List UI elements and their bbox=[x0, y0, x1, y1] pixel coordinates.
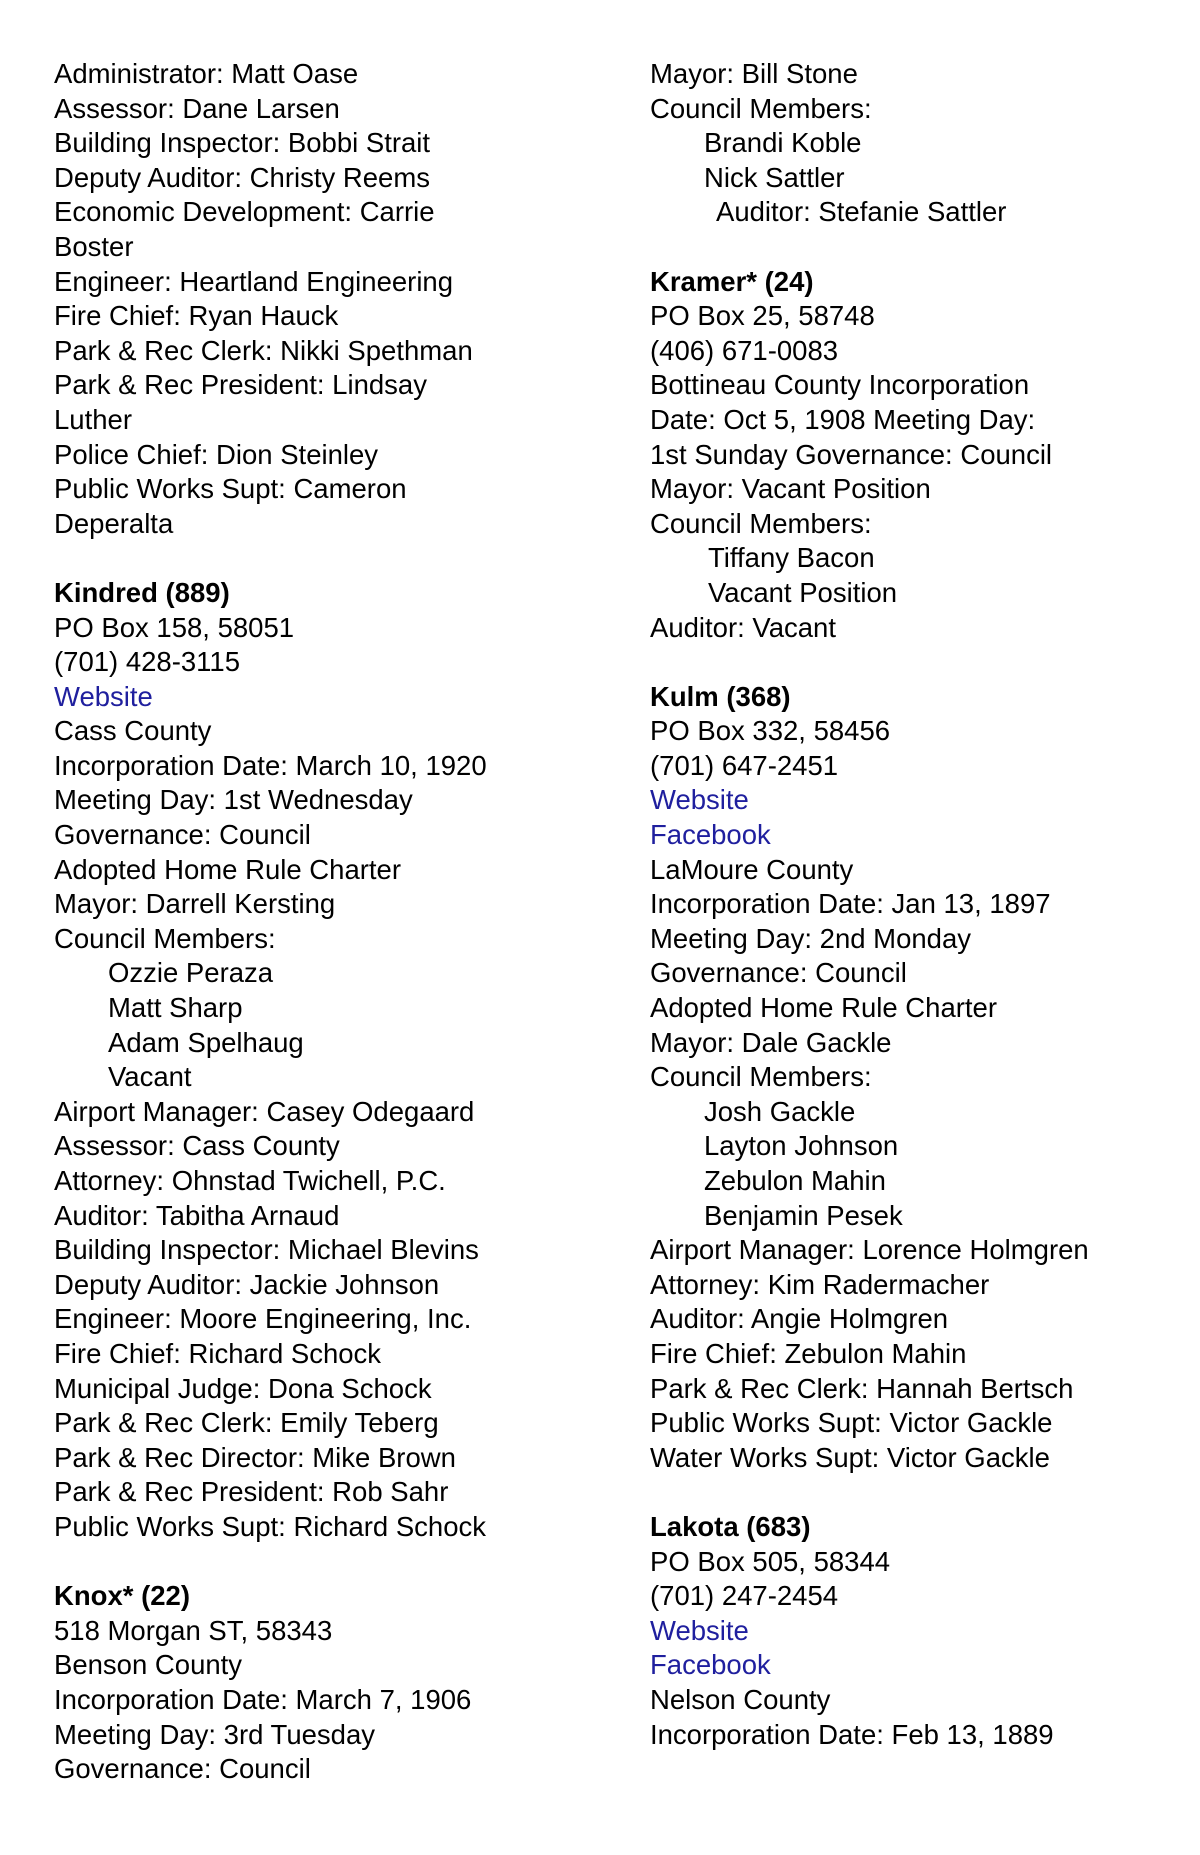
kulm-entry bbox=[650, 680, 1190, 1476]
council-member: Ozzie Peraza bbox=[108, 957, 274, 989]
council-member: Vacant bbox=[108, 1061, 192, 1093]
city-county: Nelson County bbox=[650, 1683, 831, 1715]
official-line: Park & Rec Director: Mike Brown bbox=[54, 1441, 456, 1473]
official-line: Public Works Supt: Cameron bbox=[54, 473, 407, 505]
city-address: 518 Morgan ST, 58343 bbox=[54, 1614, 333, 1646]
official-line: Economic Development: Carrie bbox=[54, 196, 435, 228]
council-member: Zebulon Mahin bbox=[704, 1165, 886, 1196]
official-line: Deperalta bbox=[54, 507, 174, 539]
official-line: Assessor: Dane Larsen bbox=[54, 92, 340, 124]
official-line: Police Chief: Dion Steinley bbox=[54, 438, 379, 470]
council-label: Council Members: bbox=[650, 1061, 872, 1093]
mayor: Mayor: Vacant Position bbox=[650, 473, 931, 505]
section-gap bbox=[650, 645, 1190, 680]
section-gap bbox=[54, 541, 614, 576]
city-heading: Kulm (368) bbox=[650, 680, 791, 712]
council-member: Benjamin Pesek bbox=[704, 1199, 903, 1231]
home-rule-charter: Adopted Home Rule Charter bbox=[650, 992, 997, 1024]
official-line: Fire Chief: Richard Schock bbox=[54, 1337, 382, 1369]
official-line: Deputy Auditor: Christy Reems bbox=[54, 161, 430, 193]
council-member: Josh Gackle bbox=[704, 1095, 856, 1127]
lakota-entry bbox=[650, 1510, 1190, 1752]
info-line: Date: Oct 5, 1908 Meeting Day: bbox=[650, 403, 1036, 435]
city-phone: (701) 647-2451 bbox=[650, 749, 839, 781]
official-line: Luther bbox=[54, 403, 132, 435]
city-phone: (701) 428-3115 bbox=[54, 646, 241, 678]
official-line: Park & Rec Clerk: Emily Teberg bbox=[54, 1407, 439, 1439]
city-heading: Kramer* (24) bbox=[650, 265, 814, 297]
mayor: Mayor: Dale Gackle bbox=[650, 1026, 892, 1058]
incorporation-date: Incorporation Date: Jan 13, 1897 bbox=[650, 888, 1051, 920]
meeting-day: Meeting Day: 2nd Monday bbox=[650, 922, 972, 954]
city-heading: Kindred (889) bbox=[54, 576, 230, 608]
official-line: Deputy Auditor: Jackie Johnson bbox=[54, 1268, 440, 1300]
city-county: LaMoure County bbox=[650, 853, 854, 885]
knox-entry bbox=[54, 1579, 614, 1787]
mayor: Mayor: Bill Stone bbox=[650, 58, 858, 89]
city-phone: (406) 671-0083 bbox=[650, 334, 839, 366]
official-line: Park & Rec President: Lindsay bbox=[54, 369, 427, 401]
info-line: 1st Sunday Governance: Council bbox=[650, 438, 1053, 470]
official-line: Auditor: Tabitha Arnaud bbox=[54, 1199, 340, 1231]
official-line: Park & Rec Clerk: Hannah Bertsch bbox=[650, 1372, 1074, 1404]
website-link[interactable]: Website bbox=[650, 1614, 749, 1646]
city-address: PO Box 158, 58051 bbox=[54, 611, 295, 643]
official-line: Fire Chief: Ryan Hauck bbox=[54, 300, 339, 332]
mayor: Mayor: Darrell Kersting bbox=[54, 888, 336, 920]
official-line: Engineer: Heartland Engineering bbox=[54, 265, 454, 297]
city-address: PO Box 505, 58344 bbox=[650, 1545, 891, 1577]
official-line: Public Works Supt: Richard Schock bbox=[54, 1510, 487, 1542]
governance: Governance: Council bbox=[54, 1753, 311, 1785]
incorporation-date: Incorporation Date: March 7, 1906 bbox=[54, 1683, 472, 1715]
right-column bbox=[650, 57, 1190, 1752]
city-county: Benson County bbox=[54, 1649, 243, 1681]
city-county: Cass County bbox=[54, 715, 212, 747]
governance: Governance: Council bbox=[54, 819, 311, 851]
council-label: Council Members: bbox=[54, 922, 276, 954]
council-label: Council Members: bbox=[650, 507, 872, 539]
official-line: Assessor: Cass County bbox=[54, 1130, 340, 1162]
auditor: Auditor: Vacant bbox=[650, 611, 836, 643]
council-member: Tiffany Bacon bbox=[708, 542, 875, 574]
city-address: PO Box 332, 58456 bbox=[650, 715, 891, 747]
incorporation-date: Incorporation Date: March 10, 1920 bbox=[54, 749, 487, 781]
website-link[interactable]: Website bbox=[54, 680, 153, 712]
section-gap bbox=[650, 230, 1190, 265]
council-member: Brandi Koble bbox=[704, 127, 862, 159]
city-phone: (701) 247-2454 bbox=[650, 1580, 839, 1612]
kramer-entry bbox=[650, 265, 1190, 646]
official-line: Water Works Supt: Victor Gackle bbox=[650, 1441, 1050, 1473]
facebook-link[interactable]: Facebook bbox=[650, 1649, 771, 1681]
official-line: Attorney: Kim Radermacher bbox=[650, 1268, 990, 1300]
official-line: Public Works Supt: Victor Gackle bbox=[650, 1407, 1053, 1439]
website-link[interactable]: Website bbox=[650, 784, 749, 816]
official-line: Municipal Judge: Dona Schock bbox=[54, 1372, 432, 1404]
incorporation-date: Incorporation Date: Feb 13, 1889 bbox=[650, 1718, 1054, 1750]
official-line: Park & Rec President: Rob Sahr bbox=[54, 1476, 449, 1508]
meeting-day: Meeting Day: 1st Wednesday bbox=[54, 784, 413, 816]
left-column bbox=[54, 57, 614, 1787]
city-heading: Knox* (22) bbox=[54, 1580, 190, 1612]
city-address: PO Box 25, 58748 bbox=[650, 300, 875, 332]
council-member: Nick Sattler bbox=[704, 161, 845, 193]
city-heading: Lakota (683) bbox=[650, 1510, 811, 1542]
council-member: Vacant Position bbox=[708, 576, 898, 608]
council-label: Council Members: bbox=[650, 92, 872, 124]
official-line: Airport Manager: Lorence Holmgren bbox=[650, 1234, 1089, 1266]
continued-entry bbox=[650, 57, 1190, 230]
official-line: Engineer: Moore Engineering, Inc. bbox=[54, 1303, 472, 1335]
meeting-day: Meeting Day: 3rd Tuesday bbox=[54, 1718, 376, 1750]
official-line: Building Inspector: Bobbi Strait bbox=[54, 127, 431, 159]
official-line: Airport Manager: Casey Odegaard bbox=[54, 1095, 475, 1127]
info-line: Bottineau County Incorporation bbox=[650, 369, 1030, 401]
official-line: Administrator: Matt Oase bbox=[54, 58, 359, 89]
council-member: Layton Johnson bbox=[704, 1130, 899, 1162]
council-member: Matt Sharp bbox=[108, 992, 243, 1024]
governance: Governance: Council bbox=[650, 957, 907, 989]
official-line: Park & Rec Clerk: Nikki Spethman bbox=[54, 334, 473, 366]
section-gap bbox=[650, 1475, 1190, 1510]
official-line: Attorney: Ohnstad Twichell, P.C. bbox=[54, 1165, 446, 1196]
home-rule-charter: Adopted Home Rule Charter bbox=[54, 853, 401, 885]
section-gap bbox=[54, 1545, 614, 1580]
official-line: Auditor: Angie Holmgren bbox=[650, 1303, 949, 1335]
facebook-link[interactable]: Facebook bbox=[650, 819, 771, 851]
official-line: Building Inspector: Michael Blevins bbox=[54, 1234, 479, 1266]
auditor: Auditor: Stefanie Sattler bbox=[716, 196, 1007, 228]
kindred-entry bbox=[54, 576, 614, 1545]
official-line: Fire Chief: Zebulon Mahin bbox=[650, 1337, 967, 1369]
council-member: Adam Spelhaug bbox=[108, 1026, 304, 1058]
official-line: Boster bbox=[54, 230, 134, 262]
